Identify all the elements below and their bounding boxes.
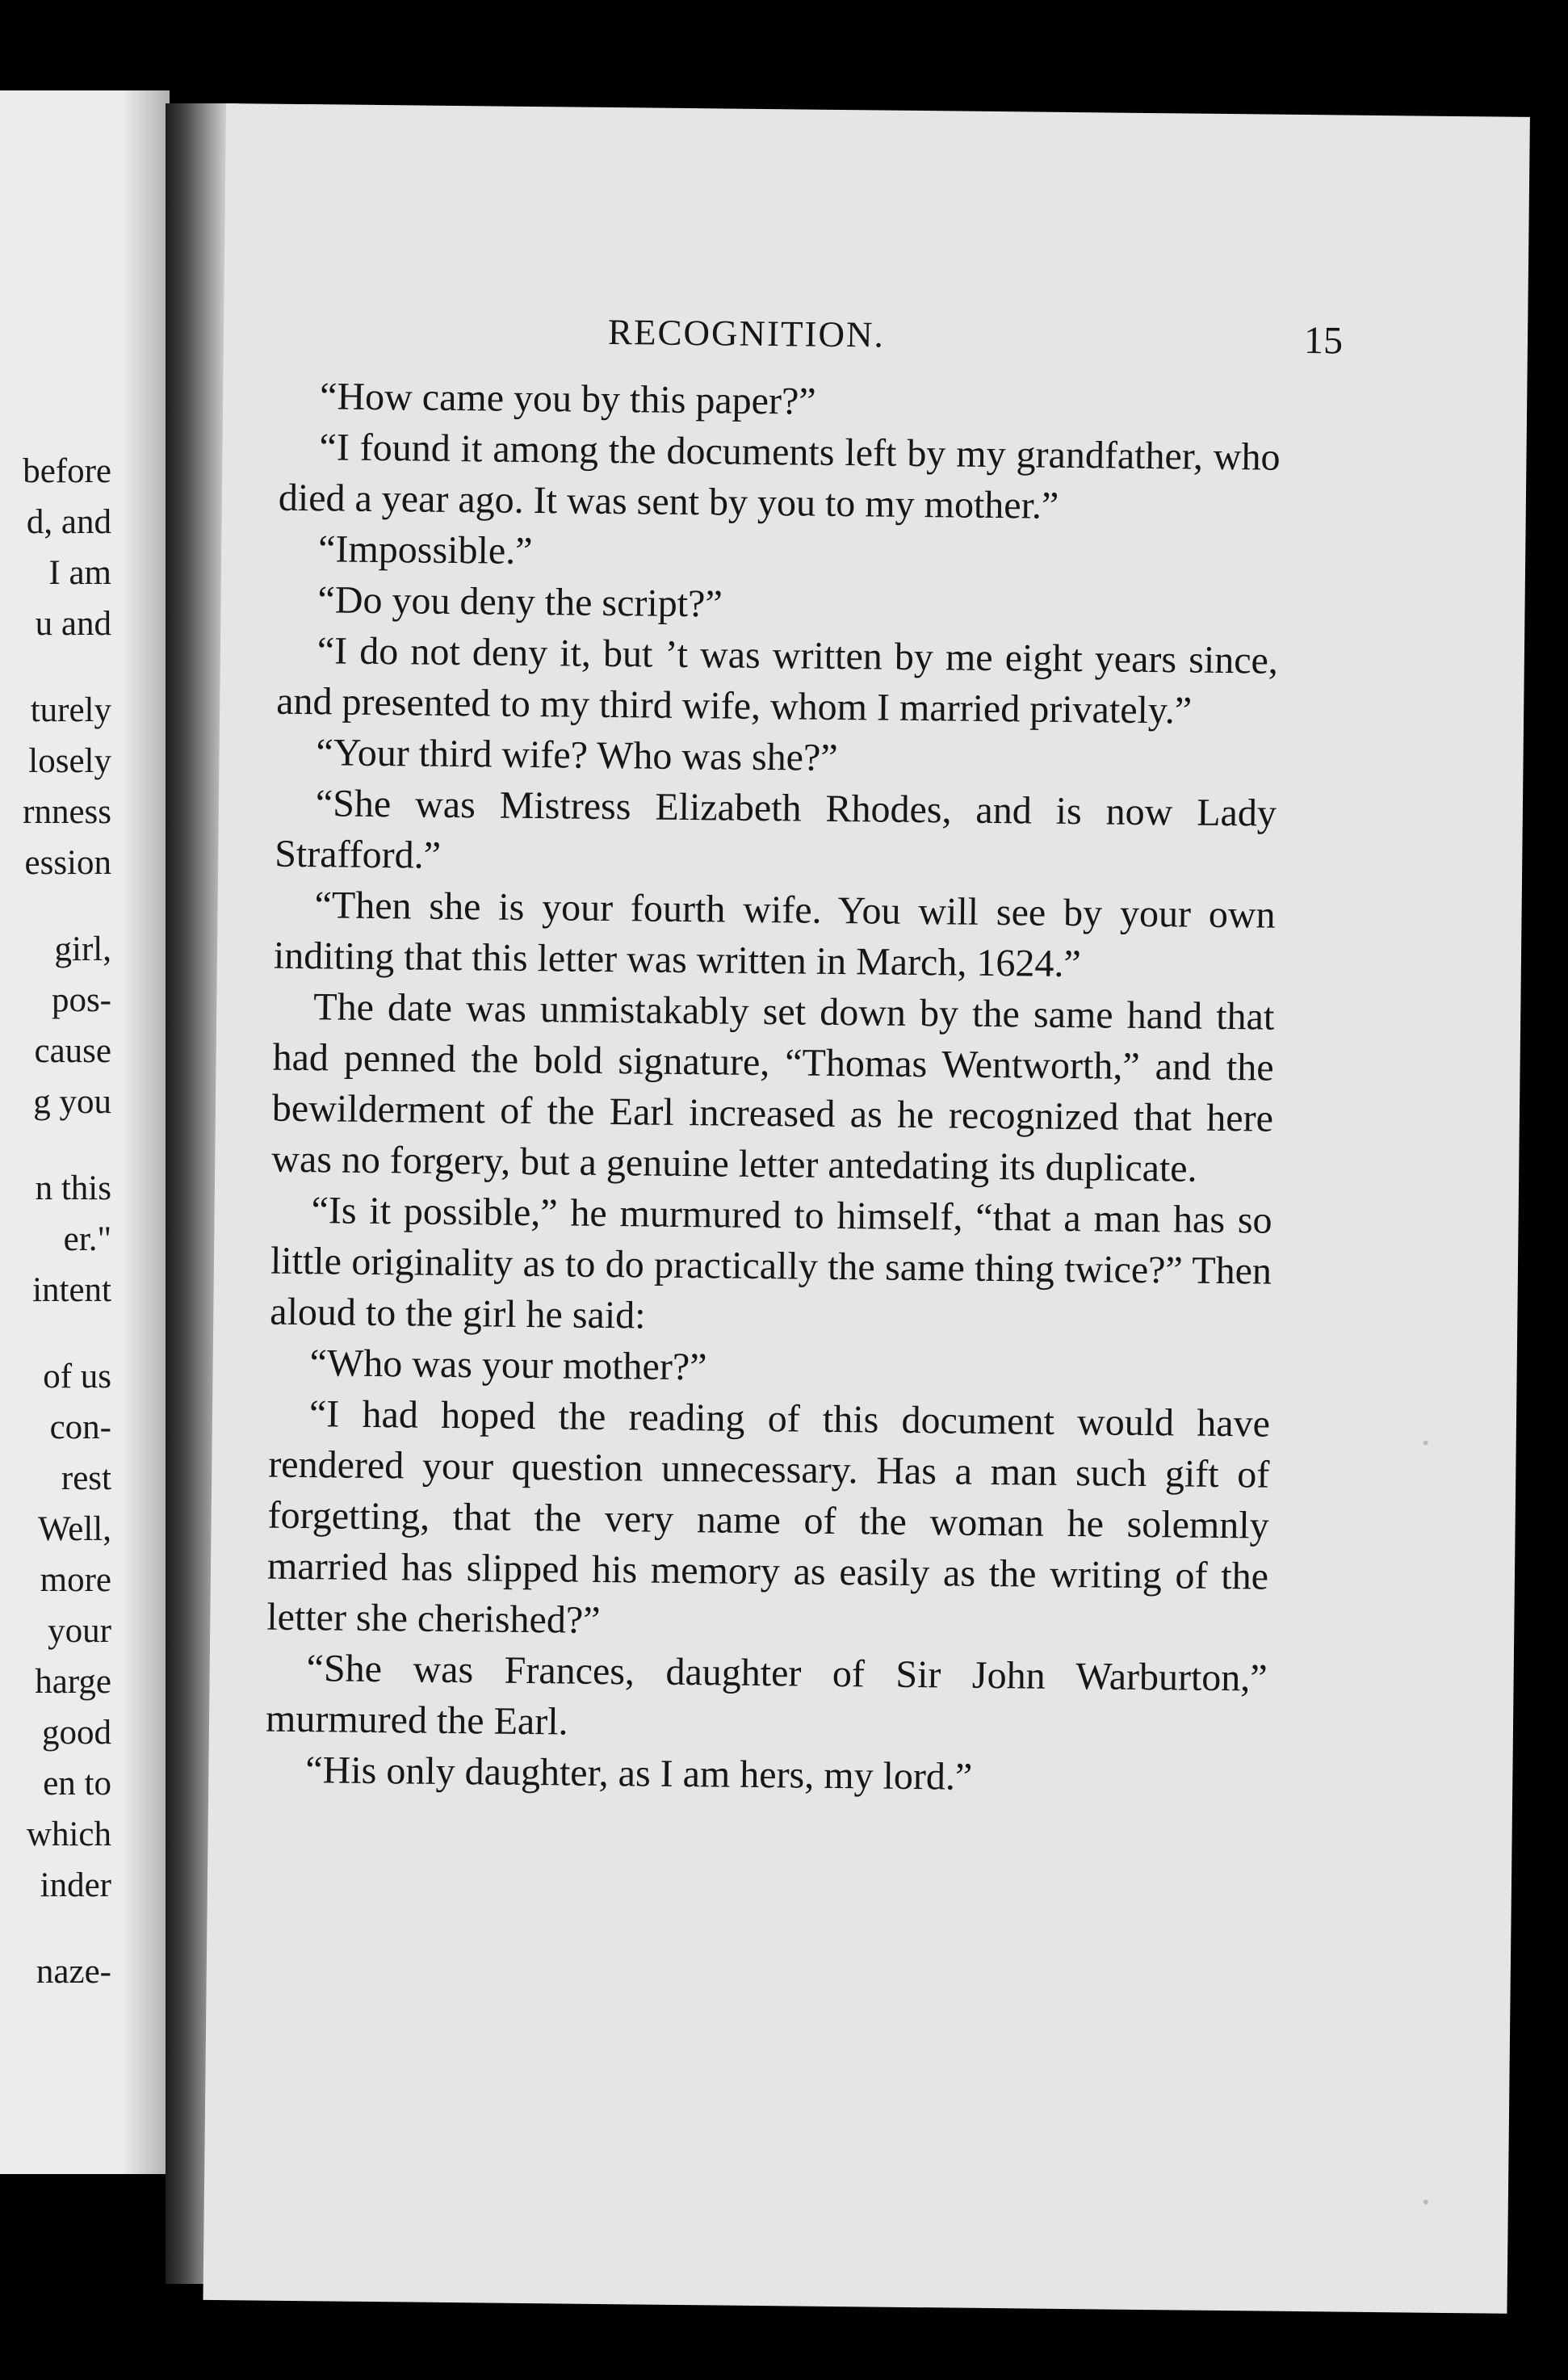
- paragraph: “Who was your mother?”: [309, 1341, 707, 1389]
- paragraph: “How came you by this paper?”: [319, 375, 816, 423]
- running-head: RECOGNITION.: [607, 311, 886, 355]
- paragraph: “I do not deny it, but ’t was written by me eight years since, and presented to my third wife, whom I married privately.”: [275, 629, 1279, 732]
- left-text-line: pos-: [51, 981, 111, 1019]
- scan-speck: [1423, 1441, 1428, 1446]
- left-page-shadow: [121, 90, 170, 2174]
- left-text-line: intent: [32, 1271, 111, 1309]
- left-text-line: Well,: [38, 1510, 111, 1548]
- left-text-line: ession: [24, 844, 111, 882]
- paragraph: “His only daughter, as I am hers, my lord.”: [305, 1748, 973, 1799]
- left-text-line: rnness: [23, 793, 111, 831]
- left-text-line: turely: [30, 691, 111, 729]
- left-text-block: [0, 1946, 111, 1997]
- page-header: [285, 308, 1344, 376]
- left-text-block: [0, 446, 111, 649]
- left-facing-page: [0, 90, 170, 2174]
- body-text: [265, 371, 1281, 1806]
- left-text-line: your: [48, 1612, 111, 1650]
- left-text-block: [0, 685, 111, 888]
- left-text-line: con-: [49, 1408, 111, 1446]
- page-number: 15: [1303, 318, 1344, 363]
- left-text-line: harge: [35, 1663, 111, 1701]
- paragraph: The date was unmistakably set down by the same hand that had penned the bold signature, “Thomas Wentworth,” and the bewilderment of the Earl increased as he recognized that here was no forgery, but a genuine letter antedating its duplicate.: [271, 985, 1275, 1190]
- left-text-line: n this: [35, 1169, 111, 1207]
- left-text-line: en to: [43, 1765, 111, 1803]
- left-text-line: er.": [63, 1220, 111, 1258]
- left-text-line: more: [40, 1561, 111, 1599]
- left-text-line: d, and: [26, 503, 111, 541]
- left-text-line: u and: [35, 605, 111, 643]
- left-text-line: I am: [48, 554, 111, 592]
- left-text-line: losely: [28, 742, 111, 780]
- left-text-line: good: [42, 1714, 111, 1752]
- left-text-block: [0, 924, 111, 1127]
- left-text-line: before: [23, 452, 111, 490]
- left-text-line: cause: [34, 1032, 111, 1070]
- left-text-block: [0, 1351, 111, 1911]
- right-page: [203, 103, 1530, 2314]
- left-text-line: g you: [33, 1083, 111, 1121]
- scan-speck: [1423, 2200, 1428, 2205]
- left-text-block: [0, 1163, 111, 1316]
- left-text-line: inder: [40, 1866, 111, 1904]
- paragraph: “She was Mistress Elizabeth Rhodes, and is now Lady Strafford.”: [274, 782, 1277, 877]
- left-text-line: of us: [43, 1358, 111, 1396]
- left-text-line: which: [26, 1815, 111, 1853]
- paragraph: “Do you deny the script?”: [317, 578, 723, 626]
- paragraph: “I found it among the documents left by my grandfather, who died a year ago. It was sent by you to my mother.”: [278, 426, 1281, 527]
- left-text-line: naze-: [36, 1953, 111, 1991]
- left-text-line: girl,: [54, 930, 111, 968]
- paragraph: “Your third wife? Who was she?”: [316, 731, 838, 779]
- paragraph: “Then she is your fourth wife. You will see by your own inditing that this letter was written in March, 1624.”: [273, 884, 1276, 986]
- left-text-line: rest: [61, 1459, 111, 1497]
- paragraph: “Impossible.”: [317, 527, 533, 573]
- left-page-text: [0, 446, 111, 2033]
- paragraph: “She was Frances, daughter of Sir John Warburton,” murmured the Earl.: [265, 1647, 1268, 1744]
- paragraph: “Is it possible,” he murmured to himself, “that a man has so little originality as to do practically the same thing twice?” Then aloud to the girl he said:: [270, 1189, 1272, 1337]
- paragraph: “I had hoped the reading of this document would have rendered your question unnecessary. Has a man such gift of forgetting, that the very name of the woman he solemnly married has slipped his memory as easily as the writing of the letter she cherished?”: [266, 1392, 1271, 1642]
